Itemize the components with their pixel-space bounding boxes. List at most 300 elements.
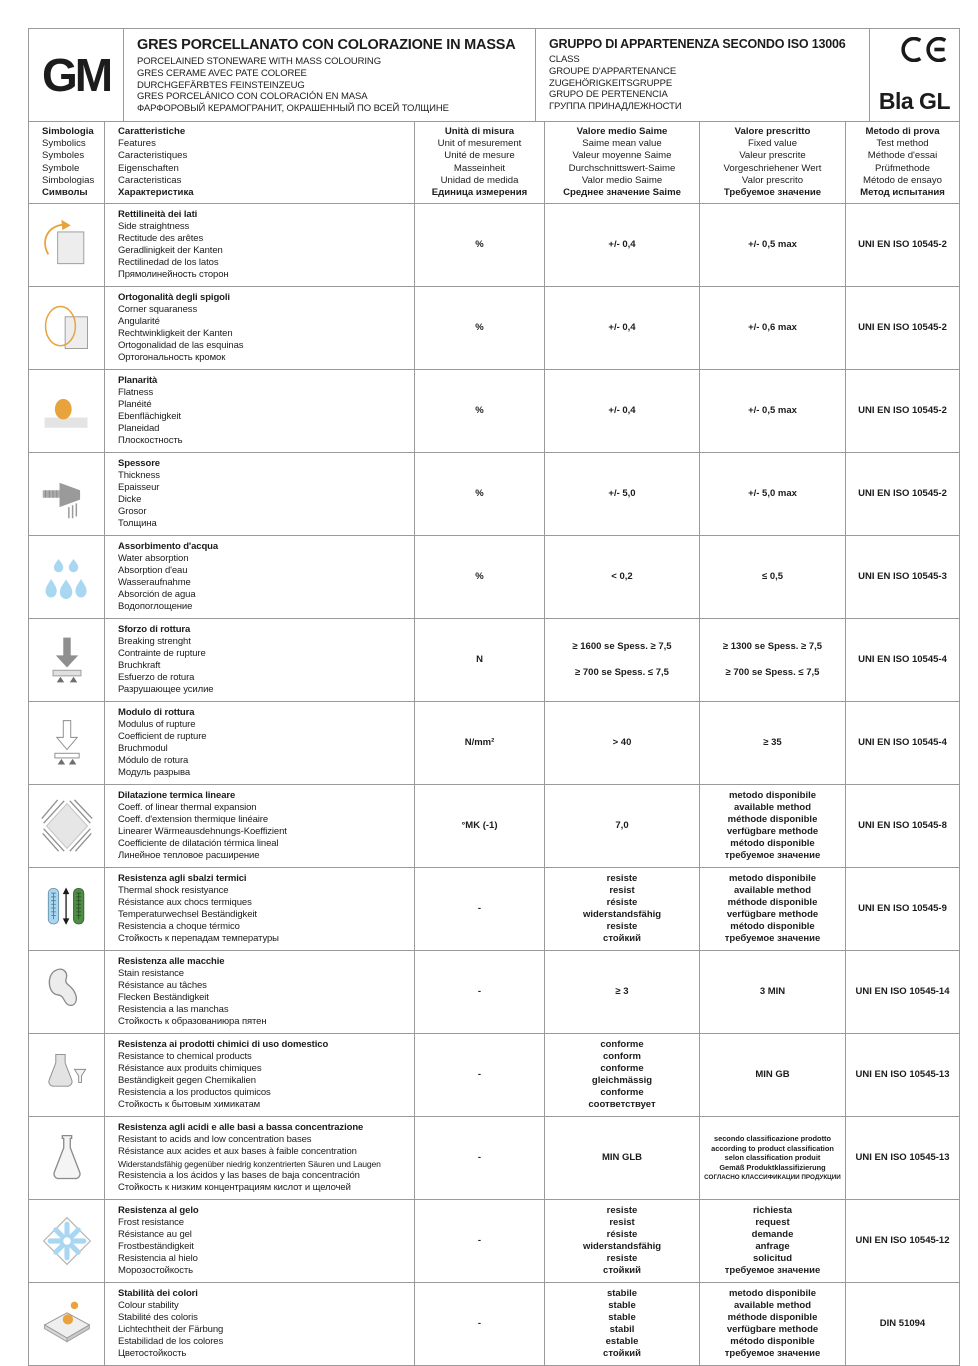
fixed-value-cell (699, 453, 845, 535)
text-line: Resistance to chemical products (118, 1051, 252, 1063)
text-line: Caracteristicas (118, 174, 182, 186)
unit-cell (414, 702, 544, 784)
text-line: Ортогональность кромок (118, 352, 226, 364)
text-line: Resistenza al gelo (118, 1205, 199, 1217)
text-line: ≤ 0,5 (761, 571, 784, 583)
mean-value-cell (544, 1200, 699, 1282)
water-drops-icon (29, 536, 104, 618)
text-line: Прямолинейность сторон (118, 269, 229, 281)
group-title-cell (535, 29, 869, 121)
text-line: resiste (606, 1253, 638, 1265)
table-row (29, 204, 959, 287)
feature-cell (104, 1200, 414, 1282)
text-line: Resistencia a los ácidos y las bases de baja concentración (118, 1170, 360, 1182)
text-line: Planarità (118, 375, 158, 387)
gm-logo: GM (41, 48, 111, 101)
text-line: Водопоглощение (118, 601, 193, 613)
text-line: Valore prescritto (734, 125, 811, 137)
text-line: Stabilité des coloris (118, 1312, 198, 1324)
feature-cell (104, 1283, 414, 1365)
text-line: Breaking strenght (118, 636, 191, 648)
table-row (29, 1117, 959, 1200)
text-line: Resistencia al hielo (118, 1253, 198, 1265)
text-line: ≥ 3 (615, 986, 629, 998)
table-row (29, 287, 959, 370)
text-line: Ortogonalidad de las esquinas (118, 340, 244, 352)
text-line: anfrage (755, 1241, 790, 1253)
column-header (544, 122, 699, 203)
text-line: Стойкость к образованиюра пятен (118, 1016, 267, 1028)
unit-cell (414, 1283, 544, 1365)
text-line: Colour stability (118, 1300, 179, 1312)
fixed-value-cell (699, 370, 845, 452)
method-cell (845, 702, 959, 784)
header-top (29, 29, 959, 122)
square-corner-arrow-icon (29, 204, 104, 286)
text-line: Среднее значение Saime (563, 187, 681, 198)
text-line: Metodo di prova (865, 125, 940, 137)
breaking-force-icon (29, 619, 104, 701)
text-line: +/- 0,4 (608, 239, 636, 251)
text-line: UNI EN ISO 10545-3 (858, 571, 947, 583)
unit-cell (414, 204, 544, 286)
text-line: UNI EN ISO 10545-2 (858, 322, 947, 334)
square-ellipse-icon (29, 287, 104, 369)
text-line: - (477, 1235, 482, 1247)
text-line: ≥ 700 se Spess. ≤ 7,5 (725, 667, 820, 679)
method-cell (845, 370, 959, 452)
text-line: Unit of mesurement (437, 138, 522, 150)
text-line: стойкий (603, 933, 641, 945)
text-line: Coefficiente de dilatación térmica lineal (118, 838, 279, 850)
text-line: соответствует (588, 1099, 656, 1111)
text-line: Resistenza agli acidi e alle basi a bassa concentrazione (118, 1122, 364, 1134)
text-line: % (475, 571, 484, 583)
method-cell (845, 287, 959, 369)
column-header (845, 122, 959, 203)
text-line: Единица измерения (431, 187, 528, 198)
table-row (29, 702, 959, 785)
table-row (29, 619, 959, 702)
caliper-icon (29, 453, 104, 535)
text-line: Módulo de rotura (118, 755, 189, 767)
mean-value-cell (544, 1117, 699, 1199)
text-line: Стойкость к бытовым химикатам (118, 1099, 261, 1111)
text-line: N (476, 654, 483, 666)
text-line: - (477, 986, 482, 998)
text-line: Durchschnittswert-Saime (568, 162, 676, 174)
text-line: méthode disponible (727, 1312, 818, 1324)
text-line: Ebenflächigkeit (118, 411, 181, 423)
snowflake-icon (29, 1200, 104, 1282)
fixed-value-cell (699, 619, 845, 701)
text-line: Unidad de medida (440, 174, 519, 186)
text-line: Simbologias (42, 174, 95, 186)
text-line: требуемое значение (724, 933, 821, 945)
text-line: Resistencia a choque térmico (118, 921, 240, 933)
text-line: Spessore (118, 458, 160, 470)
text-line: Bruchkraft (118, 660, 161, 672)
unit-cell (414, 453, 544, 535)
erlenmeyer-flask-icon (29, 1117, 104, 1199)
text-line: Coeff. of linear thermal expansion (118, 802, 257, 814)
fixed-value-cell (699, 1200, 845, 1282)
thermal-expansion-icon (29, 785, 104, 867)
text-line: Wasseraufnahme (118, 577, 191, 589)
ce-mark-icon (900, 37, 950, 62)
text-line: Planeidad (118, 423, 160, 435)
fixed-value-cell (699, 287, 845, 369)
method-cell (845, 951, 959, 1033)
text-line: Features (118, 138, 156, 150)
text-line: % (475, 239, 484, 251)
mean-value-cell (544, 536, 699, 618)
text-line: Beständigkeit gegen Chemikalien (118, 1075, 256, 1087)
stain-icon (29, 951, 104, 1033)
text-line: UNI EN ISO 10545-2 (858, 239, 947, 251)
text-line: Résistance au tâches (118, 980, 207, 992)
text-line: °MK (-1) (461, 820, 498, 832)
text-line: N/mm² (464, 737, 495, 749)
table-row (29, 951, 959, 1034)
text-line: % (475, 405, 484, 417)
text-line: UNI EN ISO 10545-14 (855, 986, 950, 998)
feature-cell (104, 536, 414, 618)
feature-cell (104, 1034, 414, 1116)
method-cell (845, 785, 959, 867)
flatness-icon (29, 370, 104, 452)
text-line: Symbolics (42, 138, 86, 150)
text-line: Valore medio Saime (576, 125, 668, 137)
text-line: ZUGEHÖRIGKEITSGRUPPE (549, 77, 673, 89)
text-line: ФАРФОРОВЫЙ КЕРАМОГРАНИТ, ОКРАШЕННЫЙ ПО ВСЕЙ ТОЛЩИНЕ (137, 103, 449, 115)
fixed-value-cell (699, 1034, 845, 1116)
text-line: Resistencia a las manchas (118, 1004, 229, 1016)
text-line: требуемое значение (724, 850, 821, 862)
text-line: metodo disponibile (728, 873, 817, 885)
text-line: available method (733, 1300, 812, 1312)
text-line: résiste (606, 1229, 638, 1241)
chemical-flask-icon (29, 1034, 104, 1116)
text-line: Rectitude des arêtes (118, 233, 204, 245)
fixed-value-cell (699, 204, 845, 286)
text-line: resiste (606, 921, 638, 933)
text-line: Разрушающее усилие (118, 684, 214, 696)
text-line: Требуемое значение (723, 187, 822, 198)
column-header-row (29, 122, 959, 204)
method-cell (845, 1034, 959, 1116)
text-line: Saime mean value (582, 138, 662, 150)
text-line: Assorbimento d'acqua (118, 541, 219, 553)
logo-cell (29, 29, 123, 121)
text-line: Frost resistance (118, 1217, 184, 1229)
text-line: Estabilidad de los colores (118, 1336, 224, 1348)
text-line: méthode disponible (727, 814, 818, 826)
text-line: Résistance aux produits chimiques (118, 1063, 262, 1075)
text-line: GROUPE D'APPARTENANCE (549, 65, 677, 77)
product-subtitles (137, 56, 527, 115)
text-line: secondo classificazione prodotto (713, 1134, 832, 1144)
text-line: widerstandsfähig (582, 1241, 662, 1253)
text-line: Gemäß Produktklassifizierung (719, 1163, 826, 1172)
mean-value-cell (544, 287, 699, 369)
text-line: Coefficient de rupture (118, 731, 207, 743)
text-line: Valeur prescrite (739, 150, 806, 162)
text-line: Resistant to acids and low concentration bases (118, 1134, 312, 1146)
feature-cell (104, 287, 414, 369)
text-line: Stain resistance (118, 968, 184, 980)
text-line: Resistencia a los productos quimicos (118, 1087, 271, 1099)
text-line: Стойкость к низким концентрациям кислот и щелочей (118, 1182, 351, 1194)
text-line: - (477, 903, 482, 915)
text-line: CLASS (549, 54, 580, 65)
text-line: Esfuerzo de rotura (118, 672, 195, 684)
table-row (29, 868, 959, 951)
text-line: UNI EN ISO 10545-8 (858, 820, 947, 832)
fixed-value-cell (699, 702, 845, 784)
text-line: resiste (606, 1205, 638, 1217)
text-line: 7,0 (615, 820, 629, 832)
text-line: Coeff. d'extension thermique linéaire (118, 814, 269, 826)
unit-cell (414, 868, 544, 950)
text-line: available method (733, 885, 812, 897)
mean-value-cell (544, 453, 699, 535)
feature-cell (104, 951, 414, 1033)
unit-cell (414, 1200, 544, 1282)
text-line: +/- 0,4 (608, 322, 636, 334)
text-line: - (477, 1069, 482, 1081)
thermal-shock-icon (29, 868, 104, 950)
text-line: GRUPO DE PERTENENCIA (549, 89, 668, 101)
text-line: Метод испытания (860, 187, 945, 198)
text-line: ГРУППА ПРИНАДЛЕЖНОСТИ (549, 101, 682, 113)
feature-cell (104, 453, 414, 535)
tile-colors-icon (29, 1283, 104, 1365)
text-line: ≥ 1300 se Spess. ≥ 7,5 (722, 641, 823, 653)
text-line: DIN 51094 (879, 1318, 926, 1330)
text-line: < 0,2 (611, 571, 633, 583)
text-line: +/- 0,4 (608, 405, 636, 417)
text-line: Unité de mesure (444, 150, 515, 162)
method-cell (845, 536, 959, 618)
text-line: Planéité (118, 399, 152, 411)
method-cell (845, 1117, 959, 1199)
text-line: Absorption d'eau (118, 565, 188, 577)
table-row (29, 1034, 959, 1117)
text-line: Geradlinigkeit der Kanten (118, 245, 223, 257)
text-line: СОГЛАСНО КЛАССИФИКАЦИИ ПРОДУКЦИИ (704, 1173, 841, 1181)
feature-cell (104, 204, 414, 286)
text-line: Thickness (118, 470, 160, 482)
text-line: стойкий (603, 1348, 641, 1360)
column-header (414, 122, 544, 203)
text-line: Water absorption (118, 553, 189, 565)
text-line: Angularité (118, 316, 160, 328)
text-line: требуемое значение (724, 1265, 821, 1277)
text-line: GRES PORCELÁNICO CON COLORACIÓN EN MASA (137, 91, 368, 103)
text-line: MIN GLB (601, 1152, 643, 1164)
certification-cell (869, 29, 959, 121)
text-line: metodo disponibile (728, 790, 817, 802)
column-header (104, 122, 414, 203)
feature-cell (104, 702, 414, 784)
text-line: % (475, 488, 484, 500)
text-line: selon classification produit (724, 1153, 821, 1163)
text-line: verfügbare methode (726, 909, 819, 921)
text-line: Absorción de agua (118, 589, 196, 601)
text-line: demande (751, 1229, 794, 1241)
mean-value-cell (544, 868, 699, 950)
text-line: +/- 0,5 max (748, 405, 797, 417)
text-line: gleichmässig (591, 1075, 653, 1087)
text-line: UNI EN ISO 10545-2 (858, 405, 947, 417)
feature-cell (104, 619, 414, 701)
text-line: Méthode d'essai (867, 150, 938, 162)
text-line: Résistance aux chocs termiques (118, 897, 252, 909)
text-line: richiesta (752, 1205, 793, 1217)
unit-cell (414, 951, 544, 1033)
text-line: UNI EN ISO 10545-9 (858, 903, 947, 915)
method-cell (845, 868, 959, 950)
text-line: Corner squaraness (118, 304, 198, 316)
unit-cell (414, 619, 544, 701)
text-line: Resistenza ai prodotti chimici di uso domestico (118, 1039, 329, 1051)
table-row (29, 785, 959, 868)
table-row (29, 1283, 959, 1365)
text-line: Contrainte de rupture (118, 648, 206, 660)
column-header (699, 122, 845, 203)
text-line: método disponible (730, 1336, 815, 1348)
text-line: - (477, 1318, 482, 1330)
text-line: Linearer Wärmeausdehnungs-Koeffizient (118, 826, 287, 838)
text-line: conforme (600, 1087, 644, 1099)
text-line: - (477, 1152, 482, 1164)
fixed-value-cell (699, 785, 845, 867)
method-cell (845, 1283, 959, 1365)
table-body (29, 204, 959, 1365)
fixed-value-cell (699, 536, 845, 618)
fixed-value-cell (699, 1283, 845, 1365)
text-line: PORCELAINED STONEWARE WITH MASS COLOURING (137, 56, 381, 67)
text-line: Masseinheit (453, 162, 506, 174)
unit-cell (414, 1034, 544, 1116)
group-subtitles (549, 54, 861, 113)
text-line: available method (733, 802, 812, 814)
text-line: UNI EN ISO 10545-13 (855, 1069, 950, 1081)
datasheet (28, 28, 960, 1366)
text-line: Valeur moyenne Saime (572, 150, 672, 162)
text-line: UNI EN ISO 10545-4 (858, 654, 947, 666)
text-line: +/- 0,6 max (748, 322, 797, 334)
unit-cell (414, 287, 544, 369)
text-line: Flatness (118, 387, 154, 399)
text-line: resist (609, 885, 635, 897)
feature-cell (104, 1117, 414, 1199)
text-line: verfügbare methode (726, 826, 819, 838)
feature-cell (104, 370, 414, 452)
text-line: Resistenza alle macchie (118, 956, 225, 968)
text-line: stabil (609, 1324, 635, 1336)
text-line: Dicke (118, 494, 142, 506)
text-line: résiste (606, 897, 638, 909)
text-line: Método de ensayo (863, 174, 942, 186)
text-line: ≥ 35 (763, 737, 782, 749)
product-title: GRES PORCELLANATO CON COLORAZIONE IN MASSA (137, 37, 516, 53)
text-line: Frostbeständigkeit (118, 1241, 194, 1253)
text-line: Морозостойкость (118, 1265, 193, 1277)
text-line: Symboles (42, 150, 85, 162)
text-line: Thermal shock resistyance (118, 885, 229, 897)
group-title: GRUPPO DI APPARTENENZA SECONDO ISO 13006 (549, 37, 846, 51)
text-line: conforme (600, 1063, 644, 1075)
method-cell (845, 204, 959, 286)
text-line: % (475, 322, 484, 334)
text-line: UNI EN ISO 10545-12 (855, 1235, 950, 1247)
mean-value-cell (544, 785, 699, 867)
text-line: Résistance au gel (118, 1229, 192, 1241)
unit-cell (414, 785, 544, 867)
method-cell (845, 619, 959, 701)
text-line: stabile (606, 1288, 638, 1300)
text-line: Grosor (118, 506, 147, 518)
text-line: Rettilineità dei lati (118, 209, 198, 221)
text-line: Stabilità dei colori (118, 1288, 198, 1300)
text-line: ≥ 700 se Spess. ≤ 7,5 (575, 667, 669, 679)
text-line: Dilatazione termica lineare (118, 790, 236, 802)
text-line: Epaisseur (118, 482, 160, 494)
class-code: Bla GL (878, 87, 950, 114)
text-line: resiste (606, 873, 638, 885)
text-line: Линейное тепловое расширение (118, 850, 260, 862)
text-line: Lichtechtheit der Färbung (118, 1324, 224, 1336)
text-line: Valor medio Saime (581, 174, 663, 186)
text-line: Valor prescrito (741, 174, 804, 186)
text-line: Плоскостность (118, 435, 183, 447)
text-line: Resistenza agli sbalzi termici (118, 873, 247, 885)
product-title-cell (123, 29, 535, 121)
mean-value-cell (544, 370, 699, 452)
text-line: Стойкость к перепадам температуры (118, 933, 279, 945)
text-line: требуемое значение (724, 1348, 821, 1360)
text-line: according to product classification (711, 1143, 834, 1153)
text-line: Flecken Beständigkeit (118, 992, 209, 1004)
text-line: stable (608, 1312, 636, 1324)
text-line: GRES CERAME AVEC PATE COLOREE (137, 67, 307, 79)
unit-cell (414, 370, 544, 452)
text-line: Prüfmethode (875, 162, 930, 174)
mean-value-cell (544, 204, 699, 286)
text-line: Résistance aux acides et aux bases à faible concentration (118, 1146, 357, 1158)
text-line: Характеристика (118, 187, 194, 198)
text-line: Rectilinedad de los latos (118, 257, 219, 269)
mean-value-cell (544, 1034, 699, 1116)
table-row (29, 453, 959, 536)
text-line: solicitud (752, 1253, 793, 1265)
column-header (29, 122, 104, 203)
text-line: widerstandsfähig (582, 909, 662, 921)
fixed-value-cell (699, 868, 845, 950)
text-line: Sforzo di rottura (118, 624, 191, 636)
fixed-value-cell (699, 1117, 845, 1199)
text-line: Символы (42, 187, 88, 198)
text-line: Widerstandsfähig gegenüber niedrig konzentrierten Säuren und Laugen (118, 1159, 381, 1170)
text-line: Vorgeschriehener Wert (723, 162, 822, 174)
fixed-value-cell (699, 951, 845, 1033)
text-line: Bruchmodul (118, 743, 168, 755)
text-line: Symbole (42, 162, 80, 174)
text-line: Rechtwinkligkeit der Kanten (118, 328, 233, 340)
text-line: Temperaturwechsel Beständigkeit (118, 909, 257, 921)
